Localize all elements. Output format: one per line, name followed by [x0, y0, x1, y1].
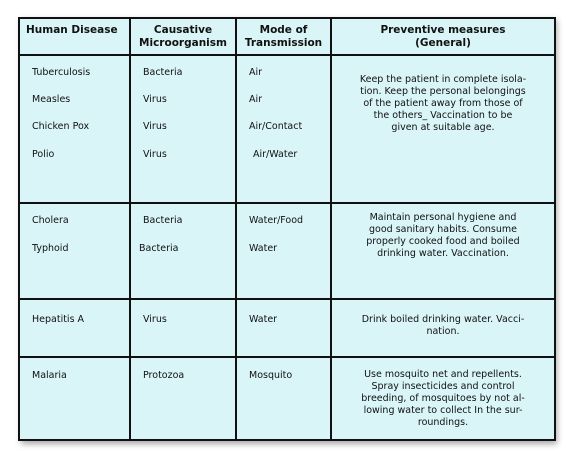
measures-cell	[331, 299, 555, 357]
disease-table-frame	[18, 17, 554, 441]
disease-cell	[19, 357, 130, 440]
header-measures: Preventive measures (General)	[331, 18, 555, 55]
microorganism-cell	[130, 299, 236, 357]
microorganism-cell	[130, 55, 236, 203]
header-transmission: Mode of Transmission	[236, 18, 331, 55]
disease-name: Cholera	[32, 215, 69, 226]
header-disease: Human Disease	[19, 18, 130, 55]
measures-text: Drink boiled drinking water. Vacci- nation.	[361, 314, 525, 337]
microorganism-value: Bacteria	[143, 67, 183, 78]
disease-name: Hepatitis A	[32, 314, 85, 325]
table-row-group	[19, 357, 555, 440]
disease-name: Chicken Pox	[32, 121, 90, 132]
disease-name: Typhoid	[32, 243, 69, 254]
disease-table	[18, 17, 556, 441]
transmission-value: Water	[249, 243, 278, 254]
microorganism-cell	[130, 203, 236, 299]
measures-cell	[331, 55, 555, 203]
microorganism-value: Virus	[143, 94, 167, 105]
transmission-cell	[236, 299, 331, 357]
transmission-cell	[236, 203, 331, 299]
measures-text: Keep the patient in complete isola- tion. Keep the personal belongings of the patient away from those of the others_ Vaccination to be given at suitable age.	[359, 74, 527, 133]
transmission-cell	[236, 55, 331, 203]
table-row-group	[19, 55, 555, 203]
disease-name: Malaria	[32, 370, 67, 381]
measures-text: Use mosquito net and repellents. Spray insecticides and control breeding, of mosquitoes by not al- lowing water to collect In the sur- roundings.	[361, 369, 525, 428]
transmission-value: Water/Food	[249, 215, 304, 226]
measures-cell	[331, 203, 555, 299]
transmission-cell	[236, 357, 331, 440]
microorganism-value: Virus	[143, 149, 167, 160]
disease-name: Measles	[32, 94, 71, 105]
disease-cell	[19, 55, 130, 203]
transmission-value: Mosquito	[249, 370, 293, 381]
microorganism-value: Virus	[143, 121, 167, 132]
microorganism-value: Virus	[143, 314, 167, 325]
transmission-value: Air	[249, 94, 263, 105]
table-row-group	[19, 203, 555, 299]
disease-cell	[19, 299, 130, 357]
microorganism-value: Bacteria	[139, 243, 179, 254]
disease-cell	[19, 203, 130, 299]
measures-text: Maintain personal hygiene and good sanitary habits. Consume properly cooked food and boiled drinking water. Vaccination.	[366, 212, 520, 259]
microorganism-value: Protozoa	[143, 370, 185, 381]
transmission-value: Air	[249, 67, 263, 78]
transmission-value: Air/Water	[253, 149, 298, 160]
header-microorganism: Causative Microorganism	[130, 18, 236, 55]
header-row	[19, 18, 555, 55]
table-row-group	[19, 299, 555, 357]
disease-name: Polio	[32, 149, 55, 160]
microorganism-cell	[130, 357, 236, 440]
microorganism-value: Bacteria	[143, 215, 183, 226]
transmission-value: Air/Contact	[249, 121, 303, 132]
transmission-value: Water	[249, 314, 278, 325]
disease-name: Tuberculosis	[32, 67, 91, 78]
measures-cell	[331, 357, 555, 440]
